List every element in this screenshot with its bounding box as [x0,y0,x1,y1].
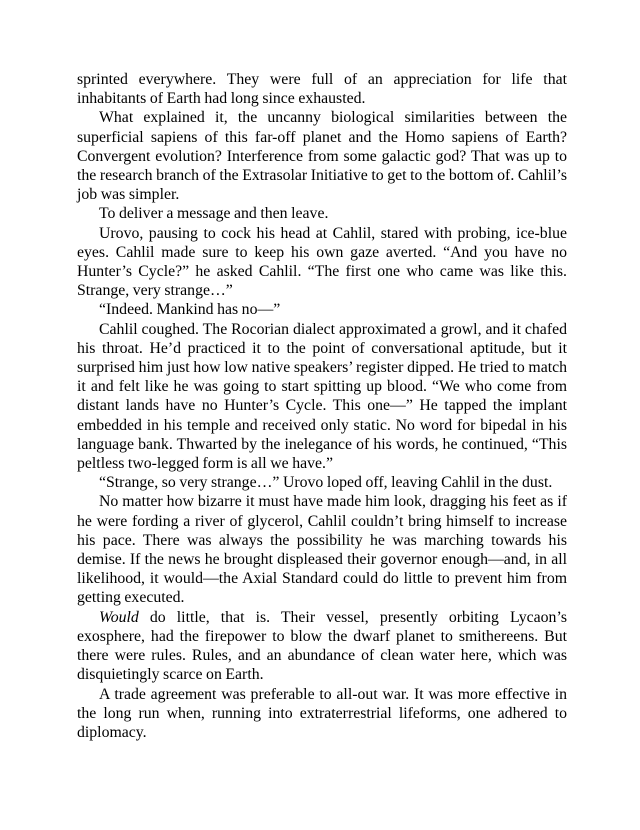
paragraph [77,685,567,743]
text-run: To deliver a message and then leave. [99,205,329,223]
paragraph [77,108,567,204]
paragraph [77,224,567,301]
text-run: A trade agreement was preferable to all-out war. It was more effective in the long run when, running into extraterrestrial lifeforms, one adhered to diplomacy. [77,685,567,741]
italic-text-run: Would [99,608,139,626]
paragraph [77,300,567,319]
text-run: do little, that is. Their vessel, presently orbiting Lycaon’s exosphere, had the firepower to blow the dwarf planet to smithereens. But there were rules. Rules, and an abundance of clean water here, which was disquietingly scarce on Earth. [77,608,567,684]
paragraph [77,204,567,223]
text-run: What explained it, the uncanny biological similarities between the superficial sapiens of this far-off planet and the Homo sapiens of Earth? Convergent evolution? Interference from some galactic god? That was up to the research branch of the Extrasolar Initiative to get to the bottom of. Cahlil’s job was simpler. [77,109,567,204]
paragraph [77,320,567,474]
text-run: No matter how bizarre it must have made him look, dragging his feet as if he were fording a river of glycerol, Cahlil couldn’t bring himself to increase his pace. There was always the possibility he was marching towards his demise. If the news he brought displeased their governor enough—and, in all likelihood, it would—the Axial Standard could do little to prevent him from getting executed. [77,493,567,607]
text-run: sprinted everywhere. They were full of an appreciation for life that inhabitants of Earth had long since exhausted. [77,71,567,108]
text-run: “Indeed. Mankind has no—” [99,301,281,319]
paragraph [77,608,567,685]
text-run: Cahlil coughed. The Rocorian dialect approximated a growl, and it chafed his throat. He’d practiced it to the point of conversational aptitude, but it surprised him just how low native speakers’ register dipped. He tried to match it and felt like he was going to start spitting up blood. “We who come from distant lands have no Hunter’s Cycle. This one—” He tapped the implant embedded in his temple and received only static. No word for bipedal in his language bank. Thwarted by the inelegance of his words, he continued, “This peltless two-legged form is all we have.” [77,320,567,473]
text-run: “Strange, so very strange…” Urovo loped off, leaving Cahlil in the dust. [99,474,553,492]
paragraph [77,70,567,108]
paragraph [77,473,567,492]
text-run: Urovo, pausing to cock his head at Cahlil, stared with probing, ice-blue eyes. Cahlil made sure to keep his own gaze averted. “And you have no Hunter’s Cycle?” he asked Cahlil. “The first one who came was like this. Strange, very strange…” [77,224,567,300]
story-text-block [77,70,567,742]
paragraph [77,492,567,607]
